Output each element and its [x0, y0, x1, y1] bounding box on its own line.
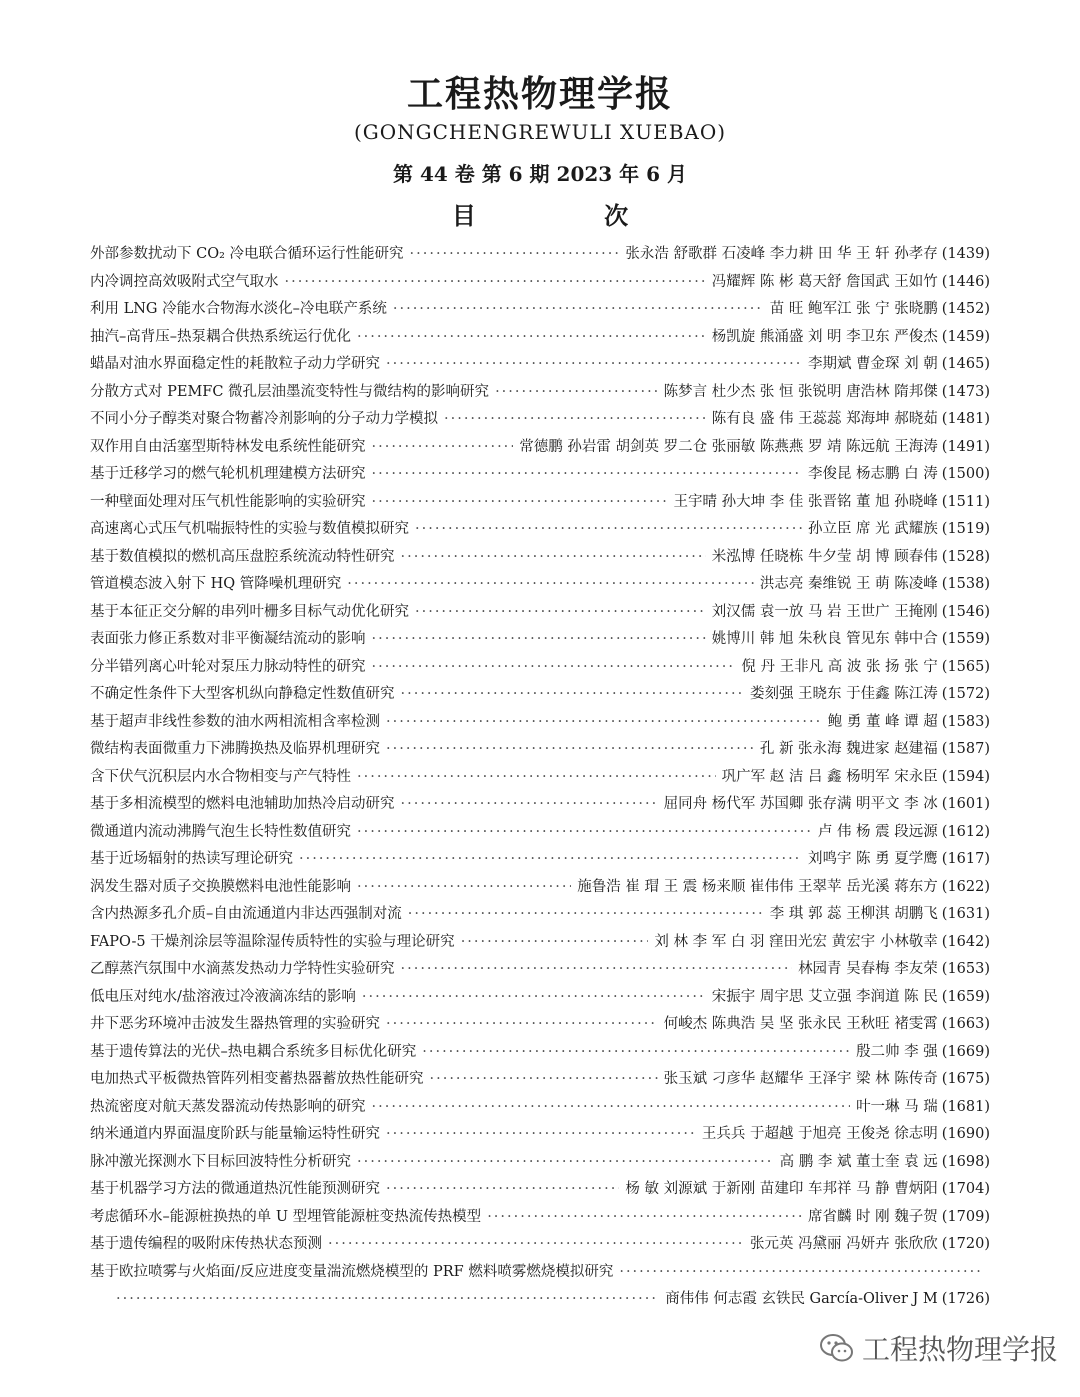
entry-page: (1659) — [941, 988, 990, 1005]
entry-title: 不确定性条件下大型客机纵向静稳定性数值研究 — [90, 686, 395, 702]
entry-page: (1500) — [941, 466, 990, 482]
leader-dots — [372, 659, 736, 675]
entry-authors: 李 琪 郭 蕊 王柳淇 胡鹏飞 — [769, 906, 938, 922]
entry-page: (1446) — [941, 273, 990, 290]
leader-dots — [347, 576, 754, 592]
entry-title: 外部参数扰动下 CO₂ 冷电联合循环运行性能研究 — [90, 246, 404, 262]
leader-dots — [401, 686, 744, 702]
entry-page: (1631) — [941, 906, 990, 922]
leader-dots — [362, 989, 706, 1005]
entry-authors: 鲍 勇 董 峰 谭 超 — [827, 713, 938, 730]
entry-authors: 商伟伟 何志霞 玄铁民 García-Oliver J M — [665, 1291, 938, 1307]
entry-title: 基于迁移学习的燃气轮机机理建模方法研究 — [90, 466, 366, 482]
entry-title: 纳米通道内界面温度阶跃与能量输运特性研究 — [90, 1126, 380, 1142]
entry-page: (1698) — [941, 1153, 990, 1170]
entry-page: (1519) — [941, 521, 990, 537]
toc-entry[interactable] — [90, 875, 990, 903]
entry-title: 基于本征正交分解的串列叶栅多目标气动优化研究 — [90, 603, 409, 620]
toc-entry[interactable] — [90, 270, 990, 298]
entry-title: FAPO-5 干燥剂涂层等温除湿传质特性的实验与理论研究 — [90, 933, 455, 950]
entry-page: (1559) — [941, 631, 990, 647]
toc-entry[interactable] — [90, 1232, 990, 1260]
entry-page: (1546) — [941, 603, 990, 620]
toc-entry[interactable] — [90, 407, 990, 435]
toc-entry[interactable] — [90, 902, 990, 930]
entry-authors: 李俊昆 杨志鹏 白 涛 — [807, 466, 938, 482]
toc-entry-last-authors — [90, 1287, 990, 1315]
entry-page: (1459) — [941, 328, 990, 345]
entry-page: (1622) — [941, 878, 990, 895]
entry-page: (1572) — [941, 686, 990, 702]
toc-entry[interactable] — [90, 682, 990, 710]
entry-title: 脉冲激光探测水下目标回波特性分析研究 — [90, 1153, 351, 1170]
entry-page: (1594) — [941, 768, 990, 785]
toc-entry[interactable] — [90, 737, 990, 765]
toc-entry[interactable] — [90, 627, 990, 655]
toc-entry[interactable] — [90, 847, 990, 875]
entry-page: (1565) — [941, 658, 990, 675]
entry-page: (1704) — [941, 1181, 990, 1197]
entry-title: 微通道内流动沸腾气泡生长特性数值研究 — [90, 823, 351, 840]
entry-title: 乙醇蒸汽氛围中水滴蒸发热动力学特性实验研究 — [90, 961, 395, 977]
leader-dots — [372, 466, 802, 482]
toc-entry[interactable] — [90, 380, 990, 408]
journal-pinyin: (GONGCHENGREWULI XUEBAO) — [353, 120, 727, 144]
entry-page: (1491) — [941, 438, 990, 455]
toc-entry[interactable] — [90, 792, 990, 820]
entry-authors: 巩广军 赵 洁 吕 鑫 杨明军 宋永臣 — [721, 768, 938, 785]
entry-title: 抽汽–高背压–热泵耦合供热系统运行优化 — [90, 328, 351, 345]
entry-authors: 姚博川 韩 旭 朱秋良 管见东 韩中合 — [711, 631, 938, 647]
leader-dots — [386, 1126, 696, 1142]
toc-entry[interactable] — [90, 297, 990, 325]
entry-page: (1452) — [941, 301, 990, 317]
entry-page: (1690) — [941, 1126, 990, 1142]
entry-title: 基于机器学习方法的微通道热沉性能预测研究 — [90, 1181, 380, 1197]
entry-title: 基于遗传编程的吸附床传热状态预测 — [90, 1236, 322, 1252]
toc-entry-last-title[interactable] — [90, 1260, 990, 1288]
watermark-text: 工程热物理学报 — [862, 1333, 1059, 1366]
entry-authors: 陈梦言 杜少杰 张 恒 张锐明 唐浩林 隋邦傑 — [663, 383, 938, 400]
entry-page: (1681) — [941, 1098, 990, 1115]
leader-dots — [401, 961, 793, 977]
leader-dots — [386, 1016, 658, 1032]
entry-title: 低电压对纯水/盐溶液过冷液滴冻结的影响 — [90, 988, 356, 1005]
toc-entry[interactable] — [90, 545, 990, 573]
leader-dots — [299, 851, 802, 867]
entry-title: 管道模态波入射下 HQ 管降噪机理研究 — [90, 576, 342, 592]
entry-authors: 娄刻强 王晓东 于佳鑫 陈江涛 — [749, 686, 938, 702]
toc-entry[interactable] — [90, 655, 990, 683]
entry-title: 基于近场辐射的热读写理论研究 — [90, 851, 293, 867]
toc-entry[interactable] — [90, 985, 990, 1013]
leader-dots — [372, 631, 706, 647]
entry-title: 微结构表面微重力下沸腾换热及临界机理研究 — [90, 741, 380, 757]
toc-entry[interactable] — [90, 1205, 990, 1233]
leader-dots — [487, 1209, 802, 1225]
entry-page: (1726) — [941, 1291, 990, 1307]
entry-title: 高速离心式压气机喘振特性的实验与数值模拟研究 — [90, 521, 409, 537]
leader-dots — [386, 1181, 619, 1197]
entry-authors: 屈同舟 杨代军 苏国卿 张存满 明平文 李 冰 — [663, 796, 938, 812]
entry-title: 含下伏气沉积层内水合物相变与产气特性 — [90, 768, 351, 785]
leader-dots — [393, 301, 764, 317]
toc-entry[interactable] — [90, 1040, 990, 1068]
leader-dots — [430, 1071, 658, 1087]
toc-entry[interactable] — [90, 1177, 990, 1205]
entry-title: 基于多相流模型的燃料电池辅助加热冷启动研究 — [90, 796, 395, 812]
entry-title: 分散方式对 PEMFC 微孔层油墨流变特性与微结构的影响研究 — [90, 383, 490, 400]
leader-dots — [415, 521, 802, 537]
leader-dots — [372, 439, 514, 455]
leader-dots — [386, 741, 754, 757]
entry-title: 基于遗传算法的光伏–热电耦合系统多目标优化研究 — [90, 1043, 417, 1060]
entry-page: (1709) — [941, 1208, 990, 1225]
entry-page: (1528) — [941, 548, 990, 565]
contents-heading: 目 次 — [451, 201, 689, 230]
entry-page: (1612) — [941, 823, 990, 840]
leader-dots — [619, 1264, 984, 1280]
entry-authors: 张永浩 舒歌群 石凌峰 李力耕 田 华 王 轩 孙孝存 — [625, 246, 938, 262]
entry-authors: 刘鸣宇 陈 勇 夏学鹰 — [807, 851, 938, 867]
toc-entry[interactable] — [90, 1122, 990, 1150]
entry-authors: 苗 旺 鲍军江 张 宁 张晓鹏 — [769, 301, 938, 317]
entry-authors: 施鲁浩 崔 瑁 王 震 杨来顺 崔伟伟 王翠苹 岳光溪 蒋东方 — [577, 878, 938, 895]
leader-dots — [444, 411, 706, 427]
toc-entry[interactable] — [90, 435, 990, 463]
entry-authors: 卢 伟 杨 震 段远源 — [817, 823, 938, 840]
toc-entry[interactable] — [90, 1067, 990, 1095]
entry-authors: 张元英 冯黛丽 冯妍卉 张欣欣 — [749, 1236, 938, 1252]
entry-authors: 倪 丹 王非凡 高 波 张 扬 张 宁 — [741, 658, 938, 675]
entry-page: (1601) — [941, 796, 990, 812]
entry-authors: 杨 敏 刘源斌 于新刚 苗建印 车邦祥 马 静 曹炳阳 — [625, 1181, 938, 1197]
toc-entry[interactable] — [90, 765, 990, 793]
leader-dots — [415, 604, 706, 620]
entry-page: (1669) — [941, 1043, 990, 1060]
entry-title: 一种壁面处理对压气机性能影响的实验研究 — [90, 493, 366, 510]
journal-title: 工程热物理学报 — [406, 73, 673, 115]
entry-authors: 叶一琳 马 瑞 — [856, 1098, 938, 1115]
leader-dots — [495, 384, 658, 400]
toc-entry[interactable] — [90, 572, 990, 600]
leader-dots — [357, 879, 571, 895]
toc-entry[interactable] — [90, 325, 990, 353]
toc-entry[interactable] — [90, 600, 990, 628]
entry-authors: 常德鹏 孙岩雷 胡剑英 罗二仓 张丽敏 陈燕燕 罗 靖 陈远航 王海涛 — [519, 438, 938, 455]
leader-dots — [422, 1044, 850, 1060]
toc-entry[interactable] — [90, 957, 990, 985]
entry-title: 基于数值模拟的燃机高压盘腔系统流动特性研究 — [90, 548, 395, 565]
leader-dots — [401, 549, 706, 565]
entry-authors: 何峻杰 陈典浩 吴 坚 张永民 王秋旺 褚雯霄 — [663, 1016, 938, 1032]
entry-title: 基于欧拉喷雾与火焰面/反应进度变量湍流燃烧模型的 PRF 燃料喷雾燃烧模拟研究 — [90, 1263, 614, 1280]
leader-dots — [357, 824, 812, 840]
toc-entry[interactable] — [90, 1095, 990, 1123]
entry-authors: 陈有良 盛 伟 王蕊蕊 郑海坤 郝晓茹 — [711, 411, 938, 427]
entry-authors: 席省麟 时 刚 魏子贺 — [807, 1208, 938, 1225]
entry-authors: 冯耀辉 陈 彬 葛天舒 詹国武 王如竹 — [711, 273, 938, 290]
entry-title: 蜡晶对油水界面稳定性的耗散粒子动力学研究 — [90, 356, 380, 372]
toc-entry[interactable] — [90, 517, 990, 545]
leader-dots — [461, 934, 649, 950]
leader-dots — [386, 356, 802, 372]
leader-dots — [328, 1236, 744, 1252]
entry-page: (1538) — [941, 576, 990, 592]
leader-dots — [408, 906, 764, 922]
entry-authors: 孔 新 张永海 魏进家 赵建福 — [759, 741, 938, 757]
leader-dots — [410, 246, 620, 262]
toc-entry[interactable] — [90, 242, 990, 270]
entry-page: (1653) — [941, 961, 990, 977]
leader-dots — [372, 494, 668, 510]
leader-dots — [401, 796, 658, 812]
entry-title: 考虑循环水–能源桩换热的单 U 型埋管能源桩变热流传热模型 — [90, 1208, 482, 1225]
entry-title: 双作用自由活塞型斯特林发电系统性能研究 — [90, 438, 366, 455]
toc-entry[interactable] — [90, 1150, 990, 1178]
entry-authors: 孙立臣 席 光 武耀族 — [807, 521, 938, 537]
leader-dots — [372, 1099, 851, 1115]
entry-page: (1675) — [941, 1071, 990, 1087]
toc-entry[interactable] — [90, 820, 990, 848]
entry-authors: 刘 林 李 军 白 羽 窪田光宏 黄宏宇 小林敬幸 — [654, 933, 938, 950]
entry-authors: 李期斌 曹金琛 刘 朝 — [807, 356, 938, 372]
entry-page: (1587) — [941, 741, 990, 757]
leader-dots — [357, 769, 716, 785]
entry-page: (1663) — [941, 1016, 990, 1032]
toc-entry[interactable] — [90, 710, 990, 738]
entry-title: 表面张力修正系数对非平衡凝结流动的影响 — [90, 631, 366, 647]
entry-authors: 洪志亮 秦维锐 王 萌 陈凌峰 — [759, 576, 938, 592]
entry-page: (1481) — [941, 411, 990, 427]
entry-title: 不同小分子醇类对聚合物蓄冷剂影响的分子动力学模拟 — [90, 411, 438, 427]
entry-page: (1617) — [941, 851, 990, 867]
leader-dots — [357, 1154, 774, 1170]
leader-dots — [285, 274, 706, 290]
entry-authors: 张玉斌 刁彦华 赵耀华 王泽宇 梁 林 陈传奇 — [663, 1071, 938, 1087]
toc-entry[interactable] — [90, 490, 990, 518]
entry-authors: 刘汉儒 袁一放 马 岩 王世广 王掩刚 — [711, 603, 938, 620]
entry-page: (1473) — [941, 383, 990, 400]
entry-title: 电加热式平板微热管阵列相变蓄热器蓄放热性能研究 — [90, 1071, 424, 1087]
entry-title: 井下恶劣环境冲击波发生器热管理的实验研究 — [90, 1016, 380, 1032]
entry-title: 分半错列离心叶轮对泵压力脉动特性的研究 — [90, 658, 366, 675]
table-of-contents — [90, 242, 990, 1315]
entry-authors: 米泓博 任晓栋 牛夕莹 胡 博 顾春伟 — [711, 548, 938, 565]
toc-entry[interactable] — [90, 462, 990, 490]
entry-authors: 杨凯旋 熊涌盛 刘 明 李卫东 严俊杰 — [711, 328, 938, 345]
issue-info: 第 44 卷 第 6 期 2023 年 6 月 — [393, 162, 687, 186]
toc-entry[interactable] — [90, 352, 990, 380]
leader-dots — [357, 329, 706, 345]
wechat-icon — [820, 1333, 854, 1363]
toc-entry[interactable] — [90, 1012, 990, 1040]
entry-authors: 林园青 吴春梅 李友荣 — [798, 961, 938, 977]
entry-title: 利用 LNG 冷能水合物海水淡化–冷电联产系统 — [90, 301, 387, 317]
toc-entry[interactable] — [90, 930, 990, 958]
entry-page: (1439) — [941, 246, 990, 262]
entry-title: 基于超声非线性参数的油水两相流相含率检测 — [90, 713, 380, 730]
entry-authors: 王兵兵 于超越 于旭亮 王俊尧 徐志明 — [701, 1126, 938, 1142]
entry-page: (1642) — [941, 933, 990, 950]
entry-page: (1465) — [941, 356, 990, 372]
entry-page: (1720) — [941, 1236, 990, 1252]
entry-authors: 殷二帅 李 强 — [856, 1043, 938, 1060]
entry-authors: 高 鹏 李 斌 董士奎 袁 远 — [779, 1153, 938, 1170]
leader-dots — [116, 1291, 659, 1307]
wechat-watermark — [820, 1328, 1058, 1368]
entry-title: 涡发生器对质子交换膜燃料电池性能影响 — [90, 878, 351, 895]
leader-dots — [386, 714, 822, 730]
entry-authors: 王宇晴 孙大坤 李 佳 张晋铭 董 旭 孙晓峰 — [673, 493, 938, 510]
entry-authors: 宋振宇 周宇思 艾立强 李润道 陈 民 — [711, 988, 938, 1005]
entry-page: (1583) — [941, 713, 990, 730]
entry-title: 内冷调控高效吸附式空气取水 — [90, 273, 279, 290]
entry-title: 热流密度对航天蒸发器流动传热影响的研究 — [90, 1098, 366, 1115]
entry-title: 含内热源多孔介质–自由流通道内非达西强制对流 — [90, 906, 402, 922]
entry-page: (1511) — [941, 493, 990, 510]
